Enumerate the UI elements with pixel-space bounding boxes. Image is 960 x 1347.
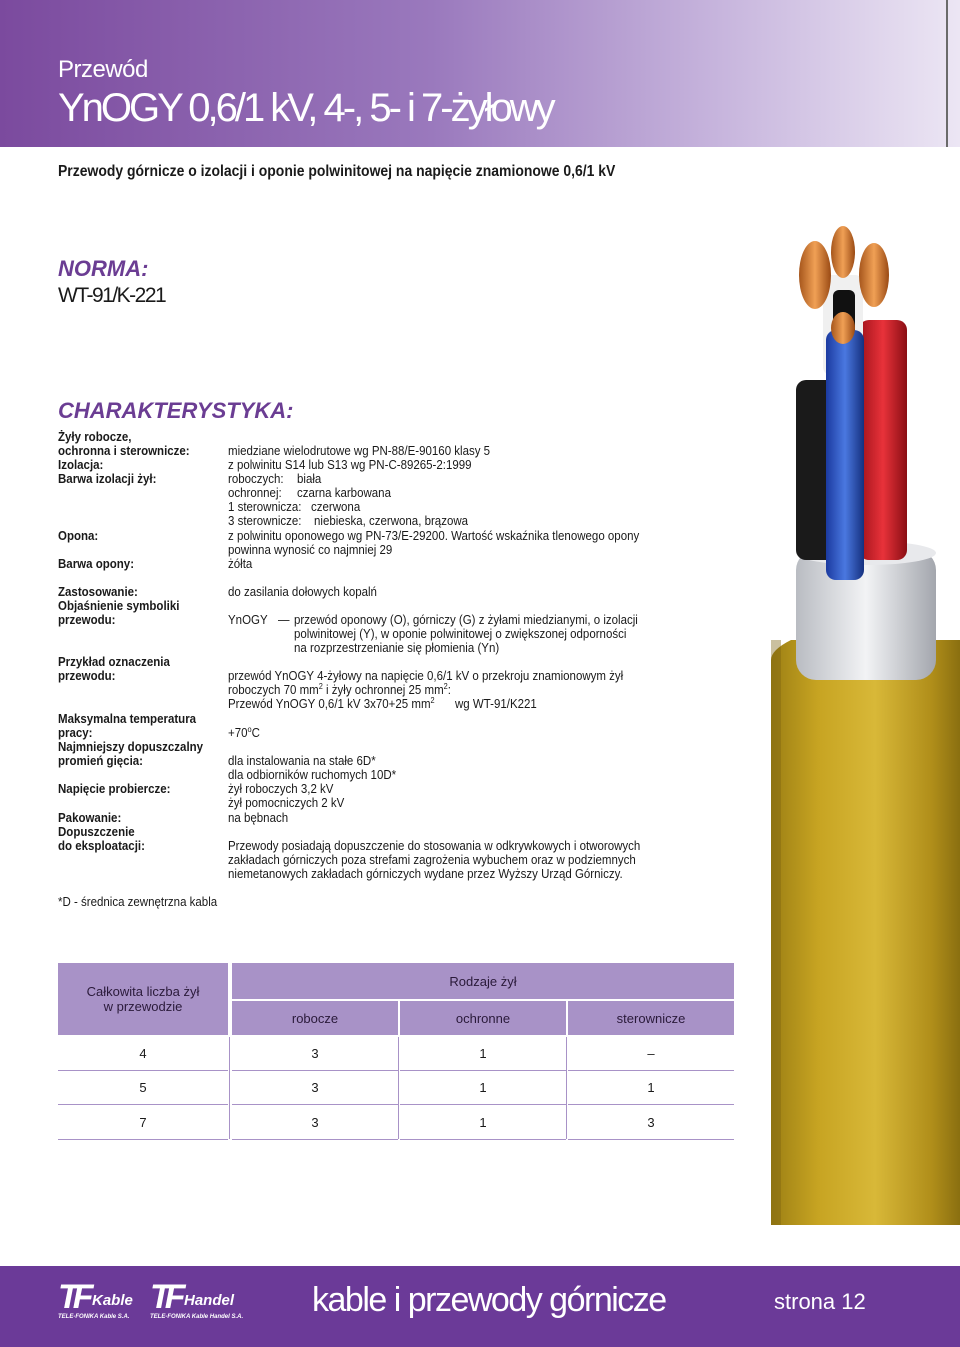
test-voltage-value-cont: żył pomocniczych 2 kV	[228, 796, 345, 810]
header-kicker: Przewód	[58, 56, 148, 83]
sheath-color-value: żółta	[228, 557, 253, 571]
symbol-explanation-cont: polwinitowej (Y), w oponie polwinitowej o zwiększonej odporności	[294, 627, 627, 641]
example-designation: Przewód YnOGY 0,6/1 kV 3x70+25 $mm^2$	[228, 695, 435, 711]
table-cell: 1	[400, 1037, 566, 1071]
test-voltage-label: Napięcie probiercze:	[58, 782, 171, 796]
table-subheader-protective: ochronne	[400, 1001, 566, 1035]
example-standard: wg WT-91/K221	[455, 697, 537, 711]
table-cell: 3	[232, 1105, 398, 1140]
bending-value-cont: dla odbiorników ruchomych 10D*	[228, 768, 397, 782]
color-row-value: biała	[297, 472, 322, 486]
footnote: *D - średnica zewnętrzna kabla	[58, 895, 218, 909]
insulation-color-label: Barwa izolacji żył:	[58, 472, 157, 486]
logo-word: Handel	[184, 1292, 235, 1309]
approval-value-cont: zakładach górniczych poza strefami zagrożenia wybuchem oraz w podziemnych	[228, 853, 636, 867]
table-header-total-line2: w przewodzie	[103, 999, 183, 1014]
logo-company: TELE-FONIKA Kable S.A.	[58, 1314, 130, 1320]
symbol-label-cont: przewodu:	[58, 613, 116, 627]
table-divider	[398, 1037, 399, 1139]
characteristics-heading: CHARAKTERYSTYKA:	[58, 398, 294, 423]
packaging-label: Pakowanie:	[58, 811, 122, 825]
page-subtitle: Przewody górnicze o izolacji i oponie polwinitowej na napięcie znamionowe 0,6/1 kV	[58, 163, 616, 180]
color-row-name: roboczych:	[228, 472, 284, 486]
table-cell: 1	[400, 1105, 566, 1140]
approval-value: Przewody posiadają dopuszczenie do stosowania w odkrywkowych i otworowych	[228, 839, 641, 853]
application-label: Zastosowanie:	[58, 585, 138, 599]
table-subheader-control: sterownicze	[568, 1001, 734, 1035]
test-voltage-value: żył roboczych 3,2 kV	[228, 782, 334, 796]
temperature-label-cont: pracy:	[58, 726, 93, 740]
approval-label-cont: do eksploatacji:	[58, 839, 145, 853]
temperature-value: $+70^oC$	[228, 724, 260, 740]
table-divider	[229, 1037, 230, 1139]
symbol-label: Objaśnienie symboliki	[58, 599, 180, 613]
page-number	[774, 1289, 866, 1315]
example-label: Przykład oznaczenia	[58, 655, 170, 669]
color-row-value: czerwona	[311, 500, 361, 514]
table-divider	[566, 1037, 567, 1139]
crop-mark	[946, 0, 948, 147]
table-subheader-working: robocze	[232, 1001, 398, 1035]
norma-value: WT-91/K-221	[58, 284, 166, 307]
bending-label: Najmniejszy dopuszczalny	[58, 740, 204, 754]
symbol-explanation: przewód oponowy (O), górniczy (G) z żyłami miedzianymi, o izolacji	[294, 613, 638, 627]
footer-section-title: kable i przewody górnicze	[312, 1281, 666, 1319]
table-cell: 7	[58, 1105, 228, 1140]
color-row-value: czarna karbowana	[297, 486, 391, 500]
table-cell: 4	[58, 1037, 228, 1071]
sheath-value-cont: powinna wynosić co najmniej 29	[228, 543, 393, 557]
table-cell: 3	[232, 1071, 398, 1105]
page-number-value: 12	[841, 1289, 866, 1314]
logo-mark: TF	[150, 1278, 180, 1316]
cable-illustration	[771, 220, 960, 1225]
application-value: do zasilania dołowych kopalń	[228, 585, 377, 599]
symbol-explanation-cont: na rozprzestrzenianie się płomienia (Yn)	[294, 641, 500, 655]
logo-mark: TF	[58, 1278, 88, 1316]
table-header-total	[58, 963, 228, 1035]
sheath-value: z polwinitu oponowego wg PN-73/E-29200. Wartość wskaźnika tlenowego opony	[228, 529, 640, 543]
conductors-label: Żyły robocze,	[58, 430, 132, 444]
symbol-dash: —	[278, 613, 290, 627]
bending-value: dla instalowania na stałe 6D*	[228, 754, 376, 768]
insulation-value: z polwinitu S14 lub S13 wg PN-C-89265-2:1999	[228, 458, 472, 472]
approval-value-cont: niemetanowych zakładach górniczych wydane przez Wyższy Urząd Górniczy.	[228, 867, 623, 881]
color-row-value: niebieska, czerwona, brązowa	[314, 514, 469, 528]
sheath-color-label: Barwa opony:	[58, 557, 135, 571]
conductors-label-cont: ochronna i sterownicze:	[58, 444, 190, 458]
insulation-label: Izolacja:	[58, 458, 104, 472]
table-cell: 3	[568, 1105, 734, 1140]
table-group-header: Rodzaje żył	[232, 963, 734, 999]
conductors-value: miedziane wielodrutowe wg PN-88/E-90160 klasy 5	[228, 444, 491, 458]
table-cell: 1	[400, 1071, 566, 1105]
packaging-value: na bębnach	[228, 811, 289, 825]
example-value: przewód YnOGY 4-żyłowy na napięcie 0,6/1 kV o przekroju znamionowym żył	[228, 669, 624, 683]
logo-tf-kable	[58, 1278, 138, 1330]
approval-label: Dopuszczenie	[58, 825, 135, 839]
example-label-cont: przewodu:	[58, 669, 116, 683]
logo-company: TELE-FONIKA Kable Handel S.A.	[150, 1314, 244, 1320]
norma-heading: NORMA:	[58, 256, 149, 281]
page-label: strona	[774, 1289, 836, 1314]
sheath-label: Opona:	[58, 529, 99, 543]
table-header-total-line1: Całkowita liczba żył	[86, 984, 200, 999]
table-cell: 5	[58, 1071, 228, 1105]
bending-label-cont: promień gięcia:	[58, 754, 143, 768]
conductor-table	[58, 963, 734, 1141]
page-title: YnOGY 0,6/1 kV, 4-, 5- i 7-żyłowy	[58, 86, 553, 130]
color-row-name: ochronnej:	[228, 486, 282, 500]
color-row-name: 3 sterownicze:	[228, 514, 302, 528]
table-cell: 3	[232, 1037, 398, 1071]
logo-word: Kable	[92, 1292, 133, 1309]
table-cell: 1	[568, 1071, 734, 1105]
table-cell: –	[568, 1037, 734, 1071]
example-value-cont: roboczych 70 $mm^2$ i żyły ochronnej 25 $mm^2$:	[228, 681, 451, 697]
temperature-label: Maksymalna temperatura	[58, 712, 197, 726]
logo-tf-handel	[150, 1278, 250, 1330]
symbol-code: YnOGY	[228, 613, 268, 627]
color-row-name: 1 sterownicza:	[228, 500, 302, 514]
